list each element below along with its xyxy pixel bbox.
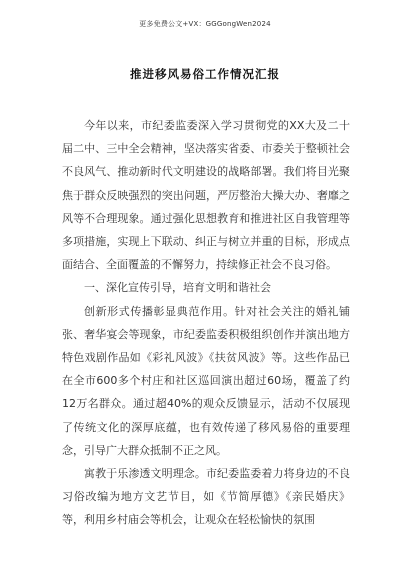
intro-paragraph: 今年以来，市纪委监委深入学习贯彻党的XX大及二十届二中、三中全会精神，坚决落实省委、市委关于整顿社会不良风气、推动新时代文明建设的战略部署。我们将目光聚焦于群众反映强烈的突出问题，严厉整治大操大办、奢靡之风等不合理现象。通过强化思想教育和推进社区自我管理等多项措施，实现上下联动、纠正与树立并重的目标，形成点面结合、全面覆盖的不懈努力，持续修正社会不良习俗。 [62,119,350,272]
header-note: 更多免费公文+VX：GGGongWen2024 [139,20,271,28]
document-title: 推进移风易俗工作情况汇报 [130,67,280,81]
body-paragraph: 寓教于乐渗透文明理念。市纪委监委着力将身边的不良习俗改编为地方文艺节目，如《节简厚德》《亲民婚庆》等，利用乡村庙会等机会，让观众在轻松愉快的氛围 [62,467,350,527]
section-heading: 一、深化宣传引导，培育文明和谐社会 [84,281,271,295]
document-body [62,114,350,532]
body-paragraph: 创新形式传播彰显典范作用。针对社会关注的婚礼铺张、奢华宴会等现象，市纪委监委积极组织创作并演出地方特色戏剧作品如《彩礼风波》《扶贫风波》等。这些作品已在全市600多个村庄和社区巡回演出超过60场，覆盖了约12万名群众。通过超40%的观众反馈显示，活动不仅展现了传统文化的深厚底蕴，也有效传递了移风易俗的重要理念，引导广大群众抵制不正之风。 [62,304,350,457]
